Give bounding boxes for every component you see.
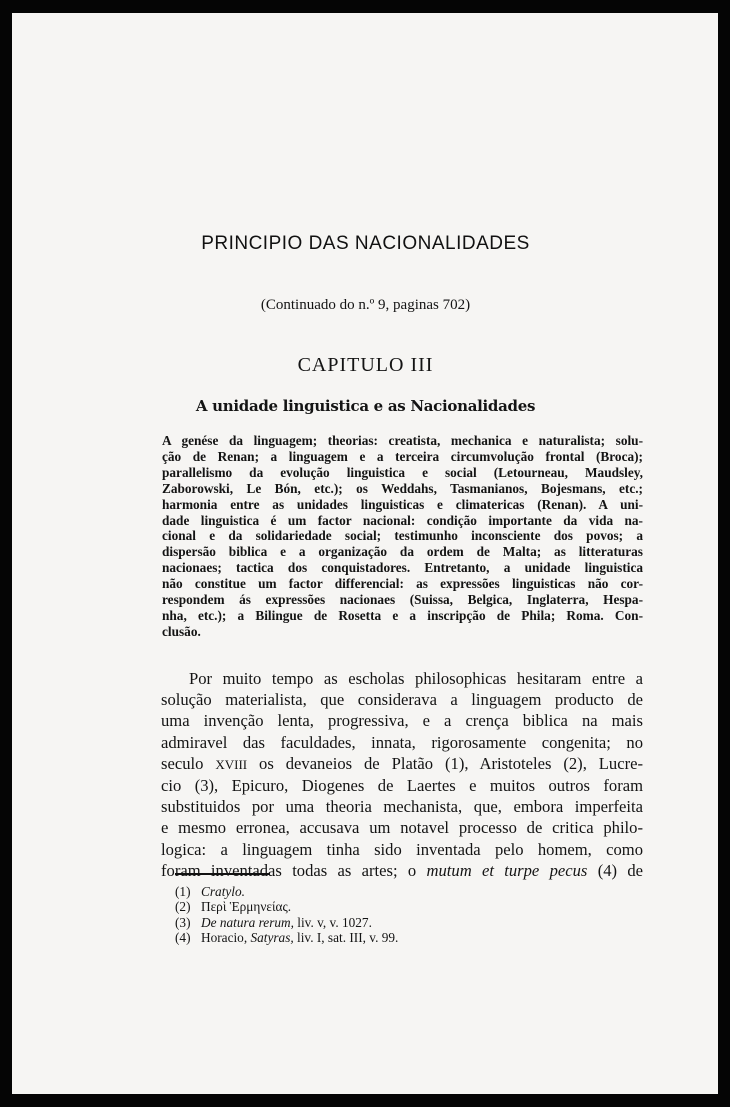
- footnote-number: (4): [175, 930, 191, 946]
- body-line: logica: a linguagem tinha sido inventada pelo homem, como: [161, 839, 643, 859]
- summary-line: Zaborowski, Le Bón, etc.); os Weddahs, Tasmanianos, Bojesmans, etc.;: [162, 480, 643, 496]
- summary-line: nacionaes; tactica dos conquistadores. Entretanto, a unidade linguistica: [162, 560, 643, 576]
- body-line: solução materialista, que considerava a linguagem producto de: [161, 690, 643, 710]
- footnote-reference: Satyras,: [250, 930, 294, 946]
- footnote-detail: liv. I, sat. III, v. 99.: [297, 930, 399, 946]
- footnote: [175, 884, 595, 899]
- continuation-note: (Continuado do n.º 9, paginas 702): [260, 297, 471, 313]
- body-line: e mesmo erronea, accusava um notavel processo de critica philo-: [161, 818, 643, 838]
- page-title: PRINCIPIO DAS NACIONALIDADES: [201, 233, 530, 254]
- summary-line: não constitue um factor differencial: as expressões linguisticas não cor-: [162, 576, 643, 592]
- summary-line: dade linguistica é um factor nacional: condição importante da vida na-: [162, 512, 643, 528]
- body-line: [161, 753, 643, 775]
- summary-line: nha, etc.); a Bilingue de Rosetta e a inscripção de Phila; Roma. Con-: [162, 607, 643, 623]
- body-line: uma invenção lenta, progressiva, e a crença biblica na mais: [161, 711, 643, 731]
- body-text-span: seculo: [161, 753, 204, 773]
- body-line: Por muito tempo as escholas philosophicas hesitaram entre a: [189, 669, 643, 688]
- footnote-reference: Cratylo.: [201, 884, 245, 899]
- body-line: [161, 860, 643, 881]
- century-numeral: XVIII: [215, 756, 248, 772]
- chapter-heading: CAPITULO III: [297, 354, 434, 376]
- chapter-subtitle: A unidade linguistica e as Nacionalidades: [195, 397, 536, 415]
- summary-line: dispersão biblica e a organização da ordem de Malta; as litteraturas: [162, 544, 643, 560]
- body-line: substituidos por uma theoria mechanista, que, embora imperfeita: [161, 797, 643, 817]
- footnote: [175, 899, 595, 914]
- summary-line: ção de Renan; a linguagem e a terceira circumvolução frontal (Broca);: [162, 448, 643, 464]
- body-line: cio (3), Epicuro, Diogenes de Laertes e muitos outros foram: [161, 776, 643, 796]
- body-paragraph: [161, 668, 643, 881]
- footnote-number: (2): [175, 899, 191, 915]
- chapter-summary: [162, 433, 643, 640]
- body-text-span: os devaneios de Platão (1), Aristoteles (2), Lucre-: [259, 753, 643, 773]
- footnote-author: Horacio,: [201, 930, 248, 946]
- body-line: admiravel das faculdades, innata, rigorosamente congenita; no: [161, 732, 643, 752]
- summary-line: clusão.: [162, 623, 201, 639]
- footnotes: [175, 884, 595, 946]
- footnote-reference: De natura rerum,: [201, 914, 294, 930]
- book-page: [13, 13, 718, 1094]
- footnote: [175, 915, 595, 930]
- body-text-span: foram inventadas todas as artes; o: [161, 860, 417, 880]
- footnote-detail: liv. v, v. 1027.: [297, 914, 372, 930]
- summary-line: harmonia entre as unidades linguisticas e climatericas (Renan). A uni-: [162, 496, 643, 512]
- summary-line: A genése da linguagem; theorias: creatista, mechanica e naturalista; solu-: [162, 433, 643, 448]
- footnote-number: (3): [175, 914, 191, 930]
- latin-quote: mutum et turpe pecus: [426, 860, 588, 880]
- summary-line: cional e da solidariedade social; testimunho inconsciente dos povos; a: [162, 528, 643, 544]
- summary-line: parallelismo da evolução linguistica e social (Letourneau, Maudsley,: [162, 464, 643, 480]
- footnote-number: (1): [175, 884, 191, 899]
- body-text-span: (4) de: [597, 860, 644, 880]
- summary-line: respondem ás expressões nacionaes (Suissa, Belgica, Inglaterra, Hespa-: [162, 592, 643, 608]
- footnote: [175, 930, 595, 945]
- footnote-rule: [175, 873, 270, 875]
- footnote-reference: Περὶ Ἑρμηνείας.: [201, 899, 292, 915]
